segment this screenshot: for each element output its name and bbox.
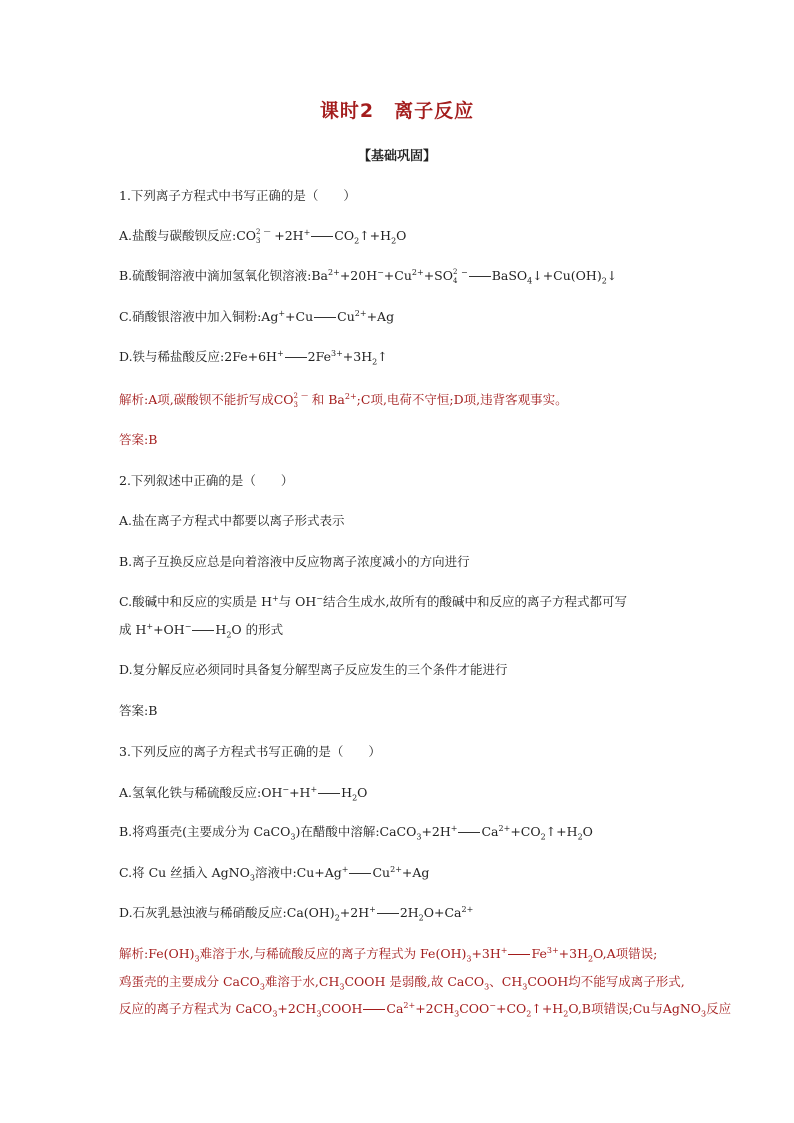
q3-analysis-line3: 反应的离子方程式为 $CaCO_3+2CH_3COOH$ $Ca^{2+}+2CH_3COO^-+CO_2↑+H_2O,B$项错误;Cu与AgNO$_3$反应: [119, 1000, 732, 1019]
q3-stem: 3.下列反应的离子方程式书写正确的是（ ）: [119, 744, 381, 759]
equation-sign: [349, 873, 371, 874]
equation-sign: [285, 357, 307, 358]
q1-answer: 答案:B: [119, 432, 158, 447]
equation-sign: [377, 913, 399, 914]
q1-option-c: C.硝酸银溶液中加入铜粉:Ag++Cu $Cu^{2+}+Ag$: [119, 308, 395, 324]
q1-analysis: 解析:A项,碳酸钡不能折写成CO 2 3 ‾ 和 $Ba^{2+};C$项,电荷不守恒;D项,违背客观事实。: [119, 391, 568, 409]
equation-sign: [458, 832, 480, 833]
equation-sign: [192, 630, 214, 631]
q3-option-c: C.将 Cu 丝插入 AgNO$_3$溶液中:Cu+Ag+ $Cu^{2+}+Ag$: [119, 864, 430, 883]
equation-sign: [508, 954, 530, 955]
equation-sign: [314, 317, 336, 318]
q2-stem: 2.下列叙述中正确的是（ ）: [119, 473, 294, 488]
q1-analysis-carbonate-index: 2 3: [293, 392, 298, 409]
q3-option-a: A.氢氧化铁与稀硫酸反应:OH−+H+ $H_2O$: [119, 784, 368, 803]
q1-a-carbonate-index: 2 3: [256, 228, 261, 245]
equation-sign: [469, 276, 491, 277]
q1-b-sulfate-index: 2 4: [452, 268, 458, 285]
q3-option-d: D.石灰乳悬浊液与稀硝酸反应$:Ca(OH)_2+2H^+$ $2H_2O+Ca^{2+}$: [119, 904, 474, 923]
q2-option-c-line1: C.酸碱中和反应的实质是 H+与 OH−结合生成水,故所有的酸碱中和反应的离子方程式都可写: [119, 593, 627, 609]
q2-option-c-line2: 成 H++OH− $H_2O$ 的形式: [119, 621, 284, 640]
page-title: 课时2 离子反应: [319, 100, 475, 122]
q1-option-a: A.盐酸与碳酸钡反应:CO 2 3 ‾ +2H+ $CO_2↑+H_2O$: [119, 227, 407, 246]
q3-option-b: B.将鸡蛋壳(主要成分为 CaCO$_3$)在醋酸中溶解:CaCO$_3$+2H+ $Ca^{2+}+CO_2↑+H_2O$: [119, 823, 593, 842]
section-heading: 【基础巩固】: [357, 149, 436, 164]
q2-option-a: A.盐在离子方程式中都要以离子形式表示: [119, 513, 345, 528]
q1-option-d: D.铁与稀盐酸反应:2Fe+6H+ $2Fe^{3+}+3H_2↑$: [119, 348, 388, 367]
equation-sign: [318, 793, 340, 794]
equation-sign: [363, 1009, 385, 1010]
q1-option-b: B.硫酸铜溶液中滴加氢氧化钡溶液$:Ba^{2+}+20H^-+Cu^{2+}+SO$ 2 4 − $BaSO_4↓+Cu(OH)_2↓$: [119, 267, 618, 286]
q2-option-b: B.离子互换反应总是向着溶液中反应物离子浓度减小的方向进行: [119, 554, 470, 569]
q3-analysis-line2: 鸡蛋壳的主要成分 CaCO$_3$难溶于水$,CH_3COOH$ 是弱酸,故 CaCO$_3$、$CH_3COOH$均不能写成离子形式,: [119, 974, 685, 992]
q2-option-d: D.复分解反应必须同时具备复分解型离子反应发生的三个条件才能进行: [119, 662, 508, 677]
equation-sign: [311, 236, 333, 237]
q2-answer: 答案:B: [119, 703, 158, 718]
q3-analysis-line1: 解析$:Fe(OH)_3$难溶于水,与稀硫酸反应的离子方程式为 $Fe(OH)_3+3H^+$ $Fe^{3+}+3H_2O,A$项错误;: [119, 945, 658, 964]
q1-stem: 1.下列离子方程式中书写正确的是（ ）: [119, 188, 356, 203]
